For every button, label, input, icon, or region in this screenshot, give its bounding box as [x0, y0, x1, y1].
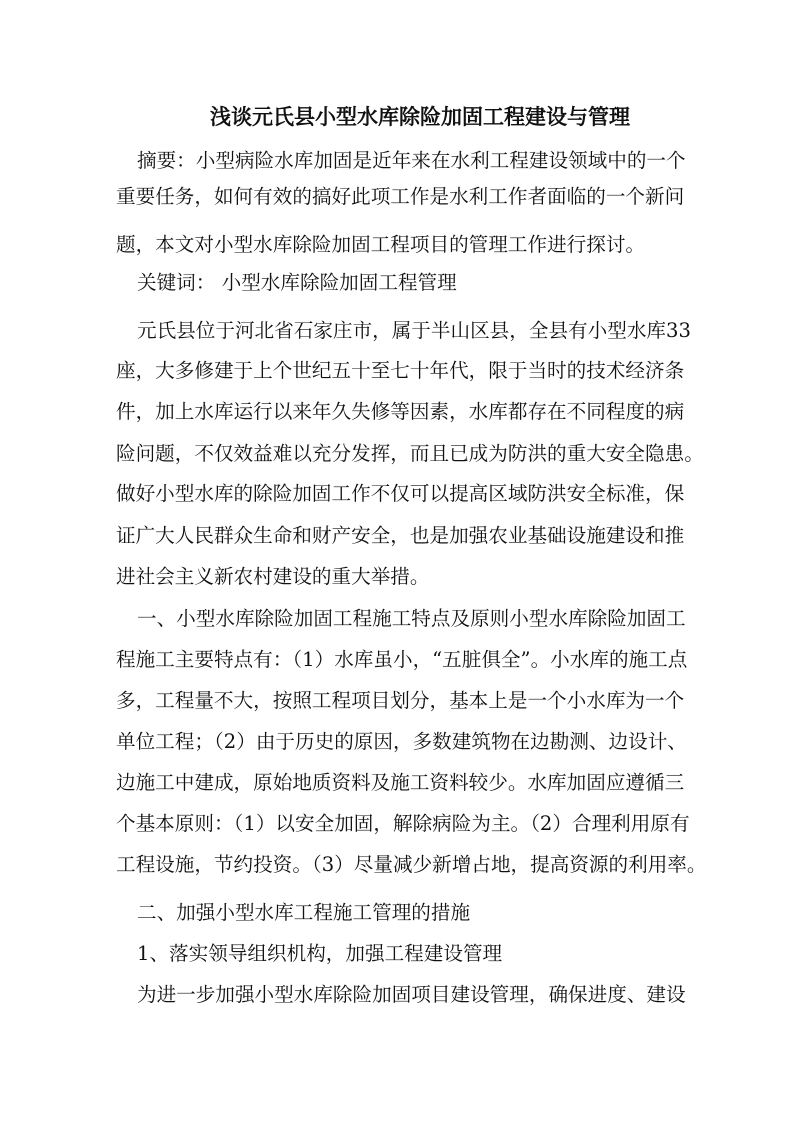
keywords-line: 关键词： 小型水库除险加固工程管理: [137, 271, 457, 294]
section-one-line: 工程设施，节约投资。（3）尽量减少新增占地，提高资源的利用率。: [116, 853, 707, 876]
section-two-heading: 二、加强小型水库工程施工管理的措施: [137, 901, 471, 924]
section-one-line: 程施工主要特点有：（1）水库虽小，“五脏俱全”。小水库的施工点: [116, 648, 688, 671]
paragraph-line: 件，加上水库运行以来年久失修等因素，水库都存在不同程度的病: [116, 400, 685, 423]
paragraph-line: 做好小型水库的除险加固工作不仅可以提高区域防洪安全标准，保: [116, 482, 685, 505]
paragraph-line: 证广大人民群众生命和财产安全，也是加强农业基础设施建设和推: [116, 524, 685, 547]
section-one-line: 边施工中建成，原始地质资料及施工资料较少。水库加固应遵循三: [116, 771, 685, 794]
section-one-line: 个基本原则：（1）以安全加固，解除病险为主。（2）合理利用原有: [116, 812, 690, 835]
paragraph-line: 元氏县位于河北省石家庄市，属于半山区县，全县有小型水库33: [137, 319, 691, 342]
paragraph-line: 险问题，不仅效益难以充分发挥，而且已成为防洪的重大安全隐患。: [116, 442, 704, 465]
paragraph-line: 进社会主义新农村建设的重大举措。: [116, 565, 430, 588]
abstract-line-2: 重要任务，如何有效的搞好此项工作是水利工作者面临的一个新问: [116, 185, 685, 208]
paragraph-line: 为进一步加强小型水库除险加固项目建设管理，确保进度、建设: [137, 983, 686, 1006]
abstract-line-3: 题，本文对小型水库除险加固工程项目的管理工作进行探讨。: [116, 233, 646, 256]
section-one-line: 单位工程；（2）由于历史的原因，多数建筑物在边勘测、边设计、: [116, 730, 687, 753]
section-one-line: 一、小型水库除险加固工程施工特点及原则小型水库除险加固工: [137, 607, 686, 630]
subsection-heading: 1、落实领导组织机构，加强工程建设管理: [137, 942, 503, 965]
paragraph-line: 座，大多修建于上个世纪五十至七十年代，限于当时的技术经济条: [116, 359, 685, 382]
abstract-line-1: 摘要：小型病险水库加固是近年来在水利工程建设领域中的一个: [137, 149, 686, 172]
section-one-line: 多，工程量不大，按照工程项目划分，基本上是一个小水库为一个: [116, 689, 685, 712]
document-title: 浅谈元氏县小型水库除险加固工程建设与管理: [210, 104, 630, 129]
